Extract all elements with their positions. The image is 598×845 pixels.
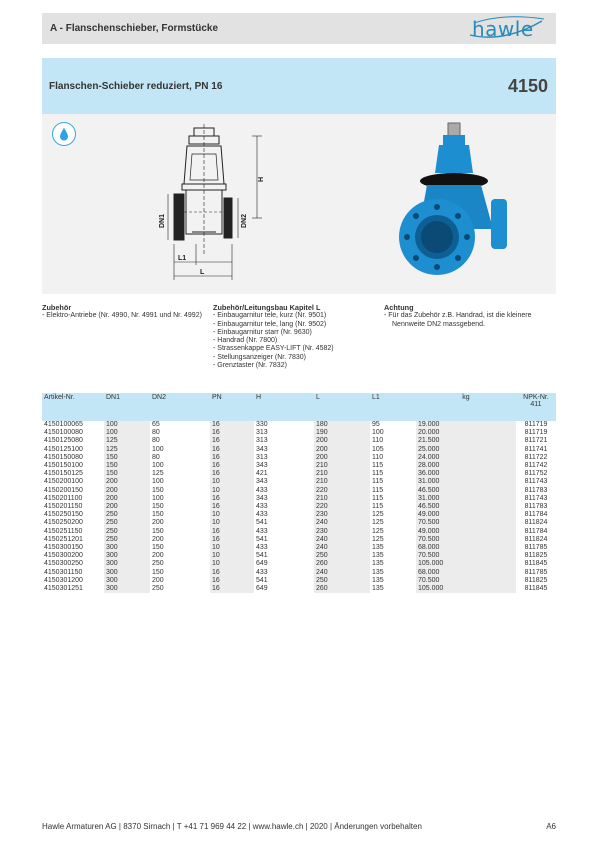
- table-cell: 649: [256, 585, 268, 593]
- table-cell: 68.000: [416, 569, 516, 577]
- section-title: A - Flanschenschieber, Formstücke: [50, 23, 219, 34]
- table-cell: 200: [152, 535, 164, 543]
- table-cell: 220: [314, 503, 370, 511]
- table-cell: 135: [372, 560, 384, 568]
- table-cell: 125: [372, 535, 384, 543]
- table-cell: 125: [372, 519, 384, 527]
- table-row: [42, 437, 556, 445]
- table-cell: 210: [314, 470, 370, 478]
- col-header: L1: [370, 393, 416, 421]
- table-cell: 10: [210, 519, 254, 527]
- table-cell: 100: [152, 494, 164, 502]
- table-row: [42, 446, 556, 454]
- table-cell: 210: [314, 495, 370, 503]
- table-cell: 250: [104, 536, 150, 544]
- table-cell: 65: [152, 421, 160, 428]
- table-cell: 200: [152, 576, 164, 584]
- table-row: [42, 528, 556, 536]
- table-cell: 4150250150: [44, 511, 83, 519]
- col-header: NPK-Nr. 411: [516, 393, 556, 421]
- table-cell: 150: [152, 511, 164, 519]
- table-cell: 4150201100: [44, 494, 83, 502]
- table-cell: 49.000: [416, 528, 516, 536]
- table-cell: 343: [256, 462, 268, 470]
- product-number: 4150: [507, 76, 548, 96]
- table-row: [42, 462, 556, 470]
- table-cell: 433: [256, 511, 268, 519]
- table-cell: 95: [372, 421, 380, 428]
- table-row: [42, 560, 556, 568]
- page-footer: [42, 822, 556, 831]
- table-cell: 811785: [524, 568, 548, 576]
- table-cell: 300: [104, 560, 150, 568]
- table-row: [42, 519, 556, 527]
- table-cell: 135: [372, 552, 384, 560]
- table-cell: 200: [152, 552, 164, 560]
- notes-leitungsbau-item: - Strassenkappe EASY-LIFT (Nr. 4582): [213, 345, 373, 353]
- table-cell: 200: [152, 519, 164, 527]
- table-cell: 16: [210, 454, 254, 462]
- table-cell: 4150300150: [44, 544, 83, 552]
- table-cell: 4150201150: [44, 503, 83, 511]
- table-cell: 433: [256, 544, 268, 552]
- table-cell: 16: [210, 585, 254, 593]
- notes-zubehoer-title: Zubehör: [42, 303, 72, 312]
- dim-dn1-label: DN1: [159, 213, 166, 228]
- hawle-logo: [464, 15, 548, 41]
- table-cell: 811722: [524, 453, 548, 461]
- table-cell: 21.500: [416, 437, 516, 445]
- table-cell: 4150150100: [44, 462, 83, 470]
- table-cell: 811784: [524, 527, 548, 535]
- table-cell: 210: [314, 478, 370, 486]
- notes-leitungsbau-item: - Handrad (Nr. 7800): [213, 337, 373, 345]
- table-cell: 811845: [524, 560, 548, 568]
- table-cell: 16: [210, 503, 254, 511]
- table-cell: 250: [104, 511, 150, 519]
- table-cell: 16: [210, 470, 254, 478]
- table-cell: 811825: [524, 576, 548, 584]
- product-title: Flanschen-Schieber reduziert, PN 16: [49, 81, 223, 92]
- col-header: Artikel-Nr.: [42, 393, 104, 421]
- table-row: [42, 544, 556, 552]
- table-row: [42, 495, 556, 503]
- table-cell: 811824: [524, 519, 548, 527]
- table-cell: 115: [372, 478, 384, 486]
- table-cell: 300: [104, 552, 150, 560]
- water-drop-icon: [52, 122, 76, 146]
- notes-achtung-item: - Für das Zubehör z.B. Handrad, ist die kleinere Nennweite DN2 massgebend.: [384, 312, 549, 329]
- table-cell: 150: [152, 503, 164, 511]
- table-cell: 4150100080: [44, 429, 83, 437]
- table-cell: 260: [314, 560, 370, 568]
- table-cell: 16: [210, 446, 254, 454]
- table-cell: 125: [104, 446, 150, 454]
- table-cell: 541: [256, 576, 268, 584]
- table-cell: 10: [210, 552, 254, 560]
- table-cell: 125: [372, 527, 384, 535]
- table-cell: 313: [256, 429, 268, 437]
- table-cell: 10: [210, 560, 254, 568]
- table-cell: 811741: [524, 445, 548, 453]
- table-cell: 125: [104, 437, 150, 445]
- table-cell: 68.000: [416, 544, 516, 552]
- table-cell: 811783: [524, 503, 548, 511]
- table-cell: 200: [104, 503, 150, 511]
- table-cell: 125: [152, 470, 164, 478]
- table-cell: 100: [152, 462, 164, 470]
- table-cell: 100: [152, 478, 164, 486]
- table-cell: 220: [314, 487, 370, 495]
- table-cell: 330: [256, 421, 268, 428]
- table-cell: 31.000: [416, 495, 516, 503]
- table-cell: 343: [256, 445, 268, 453]
- table-cell: 433: [256, 527, 268, 535]
- table-cell: 240: [314, 544, 370, 552]
- table-cell: 811743: [524, 478, 548, 486]
- notes-leitungsbau-item: - Einbaugarnitur starr (Nr. 9630): [213, 329, 373, 337]
- logo-wordmark: hawle: [472, 17, 534, 41]
- table-cell: 49.000: [416, 511, 516, 519]
- table-cell: 180: [314, 421, 370, 429]
- table-row: [42, 511, 556, 519]
- col-header: PN: [210, 393, 254, 421]
- table-cell: 135: [372, 585, 384, 593]
- table-cell: 16: [210, 536, 254, 544]
- col-header: kg: [416, 393, 516, 421]
- table-cell: 16: [210, 429, 254, 437]
- table-cell: 200: [314, 454, 370, 462]
- table-cell: 240: [314, 536, 370, 544]
- table-row: [42, 470, 556, 478]
- table-cell: 250: [314, 577, 370, 585]
- table-cell: 16: [210, 569, 254, 577]
- table-cell: 70.500: [416, 552, 516, 560]
- table-cell: 433: [256, 486, 268, 494]
- table-cell: 25.000: [416, 446, 516, 454]
- notes-achtung: [384, 304, 549, 329]
- table-cell: 4150125080: [44, 437, 83, 445]
- table-cell: 150: [104, 470, 150, 478]
- table-cell: 150: [152, 486, 164, 494]
- table-row: [42, 536, 556, 544]
- product-header: [42, 58, 556, 114]
- table-cell: 200: [314, 437, 370, 445]
- page-number: A6: [546, 822, 556, 831]
- table-cell: 115: [372, 470, 384, 478]
- table-cell: 16: [210, 495, 254, 503]
- table-cell: 135: [372, 544, 384, 552]
- table-cell: 811742: [524, 462, 548, 470]
- table-cell: 433: [256, 503, 268, 511]
- table-cell: 313: [256, 453, 268, 461]
- table-cell: 46.500: [416, 503, 516, 511]
- col-header: DN1: [104, 393, 150, 421]
- table-row: [42, 503, 556, 511]
- table-cell: 150: [152, 544, 164, 552]
- table-cell: 250: [152, 560, 164, 568]
- table-row: [42, 585, 556, 593]
- table-cell: 811845: [524, 585, 548, 593]
- table-cell: 135: [372, 568, 384, 576]
- table-cell: 115: [372, 503, 384, 511]
- table-cell: 240: [314, 569, 370, 577]
- table-header-row: [42, 393, 556, 421]
- table-cell: 300: [104, 577, 150, 585]
- table-row: [42, 487, 556, 495]
- table-cell: 811824: [524, 535, 548, 543]
- notes-leitungsbau-item: - Einbaugarnitur tele, lang (Nr. 9502): [213, 321, 373, 329]
- table-cell: 190: [314, 429, 370, 437]
- table-cell: 150: [104, 462, 150, 470]
- table-cell: 300: [104, 544, 150, 552]
- table-cell: 110: [372, 453, 384, 461]
- table-cell: 541: [256, 535, 268, 543]
- table-cell: 200: [314, 446, 370, 454]
- table-cell: 115: [372, 462, 384, 470]
- table-cell: 4150150125: [44, 470, 83, 478]
- table-row: [42, 552, 556, 560]
- notes-leitungsbau-item: - Stellungsanzeiger (Nr. 7830): [213, 354, 373, 362]
- table-cell: 105.000: [416, 560, 516, 568]
- table-cell: 105.000: [416, 585, 516, 593]
- table-cell: 649: [256, 560, 268, 568]
- article-table: [42, 393, 556, 593]
- notes-leitungsbau-item: - Einbaugarnitur tele, kurz (Nr. 9501): [213, 312, 373, 320]
- table-cell: 110: [372, 437, 384, 445]
- table-cell: 16: [210, 528, 254, 536]
- table-cell: 80: [152, 429, 160, 437]
- table-cell: 200: [104, 478, 150, 486]
- table-cell: 10: [210, 511, 254, 519]
- table-cell: 31.000: [416, 478, 516, 486]
- table-cell: 105: [372, 445, 384, 453]
- table-cell: 811743: [524, 494, 548, 502]
- table-cell: 4150200100: [44, 478, 83, 486]
- table-cell: 70.500: [416, 536, 516, 544]
- table-cell: 19.000: [416, 421, 516, 429]
- table-cell: 541: [256, 552, 268, 560]
- table-cell: 811785: [524, 544, 548, 552]
- table-cell: 230: [314, 511, 370, 519]
- table-cell: 46.500: [416, 487, 516, 495]
- table-cell: 28.000: [416, 462, 516, 470]
- table-cell: 115: [372, 486, 384, 494]
- table-row: [42, 569, 556, 577]
- table-cell: 10: [210, 544, 254, 552]
- col-header: L: [314, 393, 370, 421]
- table-cell: 421: [256, 470, 268, 478]
- table-cell: 4150301251: [44, 585, 83, 593]
- table-cell: 16: [210, 421, 254, 429]
- product-image-area: [42, 114, 556, 294]
- dim-dn2-label: DN2: [241, 213, 248, 228]
- table-cell: 300: [104, 569, 150, 577]
- table-cell: 36.000: [416, 470, 516, 478]
- table-cell: 811783: [524, 486, 548, 494]
- table-cell: 80: [152, 453, 160, 461]
- table-cell: 811721: [524, 437, 548, 445]
- table-cell: 100: [152, 445, 164, 453]
- table-cell: 250: [314, 552, 370, 560]
- table-cell: 250: [152, 585, 164, 593]
- table-cell: 811719: [524, 421, 548, 428]
- table-cell: 10: [210, 478, 254, 486]
- table-cell: 210: [314, 462, 370, 470]
- notes-leitungsbau-item: - Grenztaster (Nr. 7832): [213, 362, 373, 370]
- valve-photo: [397, 119, 547, 291]
- col-header: H: [254, 393, 314, 421]
- table-cell: 4150125100: [44, 445, 83, 453]
- table-cell: 16: [210, 462, 254, 470]
- table-cell: 811825: [524, 552, 548, 560]
- table-cell: 4150150080: [44, 453, 83, 461]
- notes-achtung-title: Achtung: [384, 303, 414, 312]
- dim-h-label: H: [258, 176, 265, 182]
- dim-l-label: L: [200, 269, 205, 276]
- table-row: [42, 577, 556, 585]
- table-cell: 200: [104, 495, 150, 503]
- table-cell: 260: [314, 585, 370, 593]
- table-cell: 230: [314, 528, 370, 536]
- table-cell: 150: [152, 527, 164, 535]
- table-cell: 150: [104, 454, 150, 462]
- table-cell: 135: [372, 576, 384, 584]
- table-cell: 150: [152, 568, 164, 576]
- table-cell: 4150300250: [44, 560, 83, 568]
- table-cell: 343: [256, 494, 268, 502]
- table-cell: 100: [372, 429, 384, 437]
- table-cell: 4150251150: [44, 527, 83, 535]
- table-cell: 811752: [524, 470, 548, 478]
- table-cell: 4150251201: [44, 535, 83, 543]
- table-cell: 300: [104, 585, 150, 593]
- notes-zubehoer-item: - Elektro-Antriebe (Nr. 4990, Nr. 4991 und Nr. 4992): [42, 312, 202, 320]
- table-cell: 70.500: [416, 519, 516, 527]
- table-cell: 100: [104, 429, 150, 437]
- table-cell: 343: [256, 478, 268, 486]
- dim-l1-label: L1: [178, 255, 187, 262]
- table-cell: 125: [372, 511, 384, 519]
- table-row: [42, 478, 556, 486]
- table-cell: 24.000: [416, 454, 516, 462]
- table-cell: 16: [210, 577, 254, 585]
- table-cell: 811784: [524, 511, 548, 519]
- notes-leitungsbau: [213, 304, 373, 370]
- table-cell: 433: [256, 568, 268, 576]
- table-cell: 240: [314, 519, 370, 527]
- table-cell: 811719: [524, 429, 548, 437]
- table-cell: 16: [210, 437, 254, 445]
- table-cell: 70.500: [416, 577, 516, 585]
- table-cell: 80: [152, 437, 160, 445]
- notes-leitungsbau-title: Zubehör/Leitungsbau Kapitel L: [213, 303, 321, 312]
- table-cell: 541: [256, 519, 268, 527]
- table-row: [42, 429, 556, 437]
- table-cell: 200: [104, 487, 150, 495]
- table-cell: 20.000: [416, 429, 516, 437]
- table-cell: 4150250200: [44, 519, 83, 527]
- table-cell: 250: [104, 528, 150, 536]
- table-cell: 4150100065: [44, 421, 83, 428]
- table-cell: 250: [104, 519, 150, 527]
- table-cell: 4150300200: [44, 552, 83, 560]
- section-header: [42, 13, 556, 44]
- table-row: [42, 421, 556, 429]
- footer-text: Hawle Armaturen AG | 8370 Sirnach | T +41 71 969 44 22 | www.hawle.ch | 2020 | Änderungen vorbehalten: [42, 822, 422, 831]
- table-cell: 4150200150: [44, 486, 83, 494]
- col-header: DN2: [150, 393, 210, 421]
- table-cell: 313: [256, 437, 268, 445]
- table-cell: 4150301200: [44, 576, 83, 584]
- table-row: [42, 454, 556, 462]
- technical-drawing: [152, 124, 272, 289]
- notes-zubehoer: [42, 304, 202, 321]
- table-cell: 4150301150: [44, 568, 83, 576]
- table-cell: 115: [372, 494, 384, 502]
- table-cell: 10: [210, 487, 254, 495]
- table-cell: 100: [104, 421, 150, 429]
